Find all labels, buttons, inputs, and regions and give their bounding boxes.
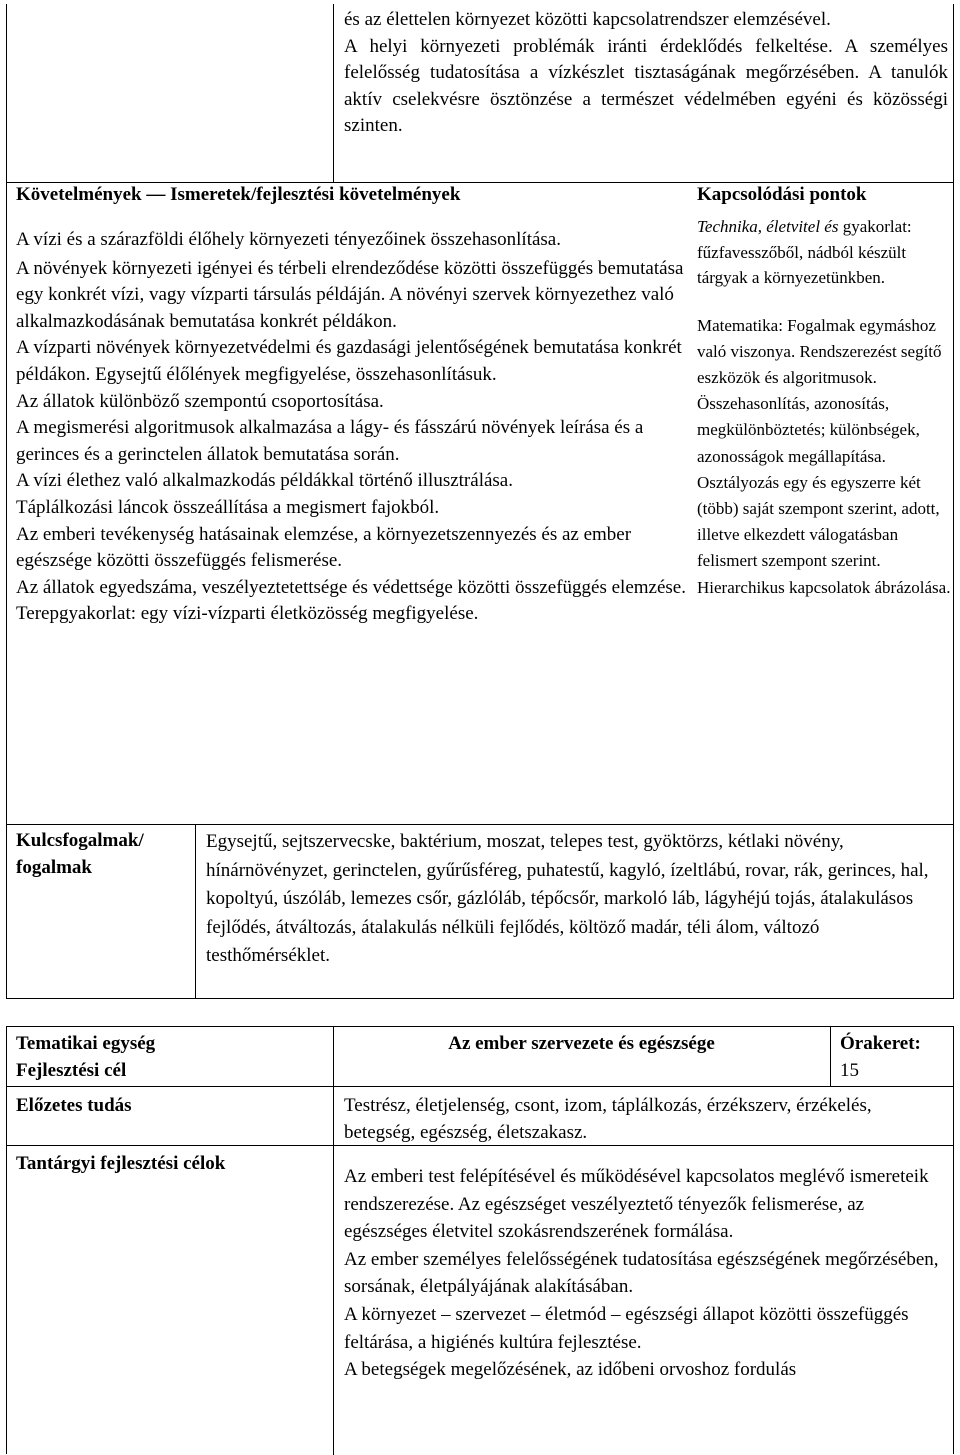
subject-goal: A betegségek megelőzésének, az időbeni orvoshoz fordulás xyxy=(344,1359,797,1381)
hours-value: 15 xyxy=(840,1059,859,1081)
knowledge-item: Az állatok egyedszáma, veszélyeztetettsége és védettsége közötti összefüggés elemzése. xyxy=(16,576,686,598)
goals-paragraph: és az élettelen környezet közötti kapcsolatrendszer elemzésével. xyxy=(344,9,831,30)
knowledge-item: A növények környezeti igényei és térbeli elrendeződése közötti összefüggés bemutatása egy konkrét vízi, vagy vízparti társulás példáján. A növényi szervek környezethez való alkalmazkodásának bemutatása konkrét példákon. xyxy=(16,257,684,332)
subject-goals-text xyxy=(344,1163,944,1384)
prior-knowledge-text: Testrész, életjelenség, csont, izom, táplálkozás, érzékszerv, érzékelés, betegség, egészség, életszakasz. xyxy=(344,1095,872,1143)
subject-goal: Az ember személyes felelősségének tudatosítása egészségének megőrzésében, sorsának, életpályájának alakításában. xyxy=(344,1248,939,1298)
knowledge-item: A vízi élethez való alkalmazkodás példákkal történő illusztrálása. xyxy=(16,470,513,492)
development-goal-label: Fejlesztési cél xyxy=(16,1059,127,1081)
thematic-unit-label: Tematikai egység xyxy=(16,1033,156,1054)
key-concepts-text: Egysejtű, sejtszervecske, baktérium, moszat, telepes test, gyöktörzs, kétlaki növény, hínárnövényzet, gerinctelen, gyűrűsféreg, puhatestű, kagyló, ízeltlábú, rovar, rák, gerinces, hal, kopoltyú, úszóláb, lemezes csőr, gázlóláb, tépőcsőr, markoló láb, lágyhéjú tojás, átalakulásos fejlődés, átváltozás, átalakulás nélküli fejlődés, költöző madár, téli álom, változó testhőmérséklet. xyxy=(206,831,929,966)
divider xyxy=(7,824,953,825)
unit-title: Az ember szervezete és egészsége xyxy=(448,1033,715,1054)
connections-header: Kapcsolódási pontok xyxy=(697,184,867,205)
knowledge-list xyxy=(16,227,686,628)
connection-tech xyxy=(697,214,952,291)
knowledge-item: Az emberi tevékenység hatásainak elemzése, a környezetszennyezés és az ember egészsége közötti összefüggés felismerése. xyxy=(16,523,632,572)
curriculum-table-1 xyxy=(6,4,954,999)
subject-goal: Az emberi test felépítésével és működésével kapcsolatos meglévő ismereteik rendszerezése. Az egészséget veszélyeztető tényezők felismerése, az egészséges életvitel szokásrendszerének formálása. xyxy=(344,1166,929,1243)
goals-cell xyxy=(344,7,948,140)
goals-paragraph: A helyi környezeti problémák iránti érdeklődés felkeltése. A személyes felelősség tudatosítása a vízkészlet tisztaságának megőrzésében. A tanulók aktív cselekvésre ösztönzése a természet védelmében egyéni és közösségi szinten. xyxy=(344,35,948,137)
thematic-unit-labels xyxy=(16,1031,326,1084)
connections-cell xyxy=(697,214,952,601)
connection-tech-subject: Technika, életvitel és xyxy=(697,217,839,236)
hours-label: Órakeret: xyxy=(840,1033,921,1054)
divider xyxy=(333,4,334,182)
divider xyxy=(333,1027,334,1455)
requirements-header: Követelmények — Ismeretek/fejlesztési követelmények xyxy=(16,184,461,205)
knowledge-item: Terepgyakorlat: egy vízi-vízparti életközösség megfigyelése. xyxy=(16,603,479,625)
knowledge-label: Ismeretek/fejlesztési követelmények xyxy=(170,184,461,205)
divider xyxy=(195,824,196,998)
requirements-label: Követelmények xyxy=(16,184,142,205)
divider xyxy=(830,1027,831,1086)
subject-goal: A környezet – szervezet – életmód – egészségi állapot közötti összefüggés feltárása, a higiénés kultúra fejlesztése. xyxy=(344,1303,909,1353)
knowledge-item: A vízparti növények környezetvédelmi és gazdasági jelentőségének bemutatása konkrét példákon. Egysejtű élőlények megfigyelése, összehasonlításuk. xyxy=(16,337,682,385)
key-concepts-label: Kulcsfogalmak/ fogalmak xyxy=(16,830,144,878)
divider xyxy=(7,1086,953,1087)
knowledge-item: Táplálkozási láncok összeállítása a megismert fajokból. xyxy=(16,496,440,518)
hours-cell xyxy=(840,1031,950,1084)
curriculum-table-2 xyxy=(6,1026,954,1454)
knowledge-item: A vízi és a szárazföldi élőhely környezeti tényezőinek összehasonlítása. xyxy=(16,229,561,250)
connection-math: Matematika: Fogalmak egymáshoz való viszonya. Rendszerezést segítő eszközök és algoritmusok. Összehasonlítás, azonosítás, megkülönböztetés; különbségek, azonosságok megállapítása. Osztályozás egy és egyszerre két (több) saját szempont szerint, adott, illetve elkezdett válogatásban felismert szempont szerint. Hierarchikus kapcsolatok ábrázolása. xyxy=(697,315,951,597)
connection-tech-text: gyakorlat: fűzfavesszőből, nádból készült tárgyak a környezetünkben. xyxy=(697,217,912,287)
knowledge-item: A megismerési algoritmusok alkalmazása a lágy- és fásszárú növények leírása és a gerinces és a gerinctelen állatok bemutatása során. xyxy=(16,417,644,465)
knowledge-item: Az állatok különböző szempontú csoportosítása. xyxy=(16,390,384,412)
prior-knowledge-label: Előzetes tudás xyxy=(16,1095,132,1116)
subject-goals-label: Tantárgyi fejlesztési célok xyxy=(16,1153,226,1174)
